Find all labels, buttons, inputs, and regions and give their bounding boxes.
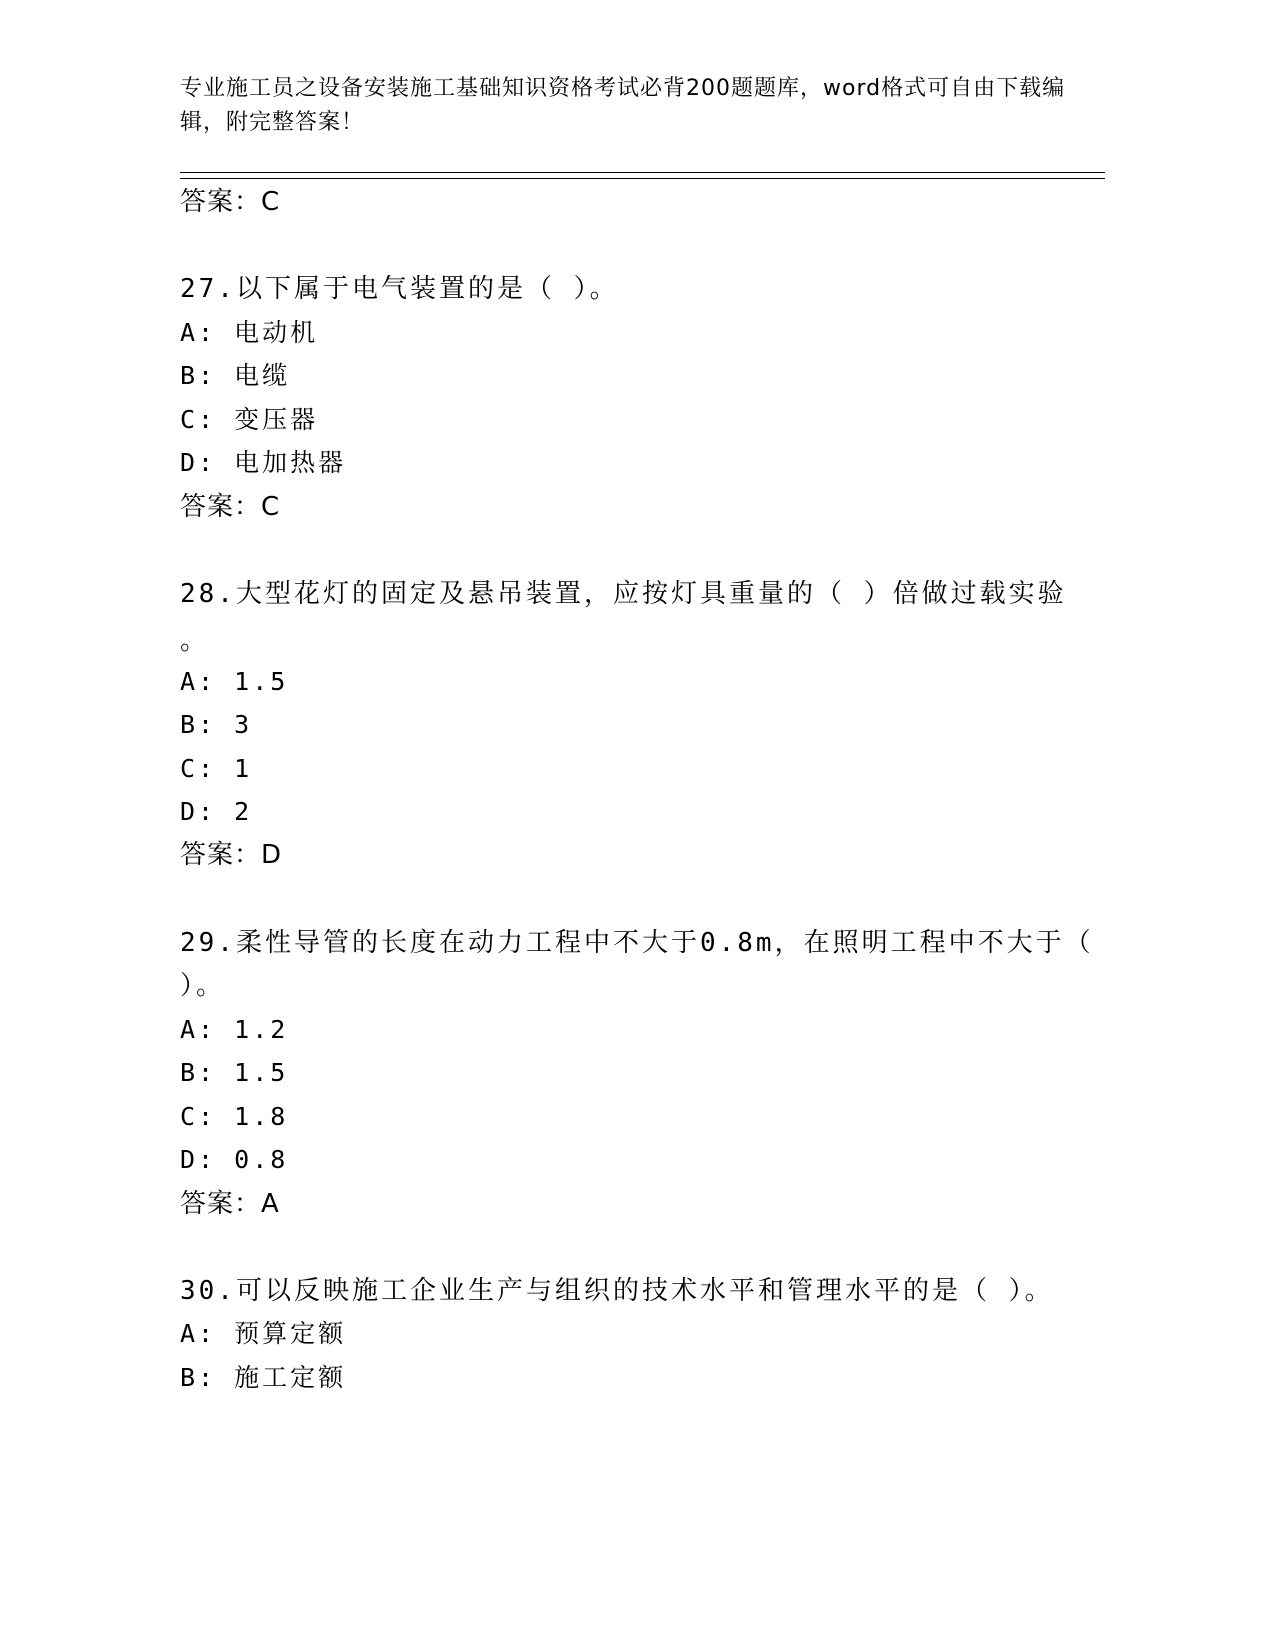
option-28-c: C: 1 (180, 754, 253, 783)
answer-29: 答案：A (180, 1189, 280, 1219)
header-rule-top (180, 172, 1105, 173)
option-27-b: B: 电缆 (180, 361, 291, 390)
option-29-d: D: 0.8 (180, 1145, 289, 1174)
question-28: 28.大型花灯的固定及悬吊装置，应按灯具重量的（ ）倍做过载实验 (180, 579, 1067, 609)
answer-line: 答案：C (180, 187, 281, 217)
option-27-c: C: 变压器 (180, 405, 319, 434)
answer-27: 答案：C (180, 492, 281, 522)
document-header: 专业施工员之设备安装施工基础知识资格考试必背200题题库，word格式可自由下载编辑，附完整答案！ (180, 76, 1066, 135)
question-29: 29.柔性导管的长度在动力工程中不大于0.8m，在照明工程中不大于（ (180, 928, 1094, 958)
option-29-c: C: 1.8 (180, 1102, 289, 1131)
option-29-b: B: 1.5 (180, 1058, 289, 1087)
question-29-continued: ）。 (180, 971, 226, 1001)
header-rule-bottom (180, 178, 1105, 179)
question-28-continued: 。 (180, 626, 210, 656)
option-30-b: B: 施工定额 (180, 1363, 347, 1392)
option-29-a: A: 1.2 (180, 1015, 289, 1044)
option-28-b: B: 3 (180, 710, 253, 739)
option-28-a: A: 1.5 (180, 667, 289, 696)
option-28-d: D: 2 (180, 797, 253, 826)
answer-28: 答案：D (180, 840, 283, 870)
option-30-a: A: 预算定额 (180, 1319, 347, 1348)
question-27: 27.以下属于电气装置的是（ ）。 (180, 274, 619, 304)
option-27-d: D: 电加热器 (180, 448, 347, 477)
option-27-a: A: 电动机 (180, 318, 319, 347)
question-30: 30.可以反映施工企业生产与组织的技术水平和管理水平的是（ ）。 (180, 1276, 1054, 1306)
